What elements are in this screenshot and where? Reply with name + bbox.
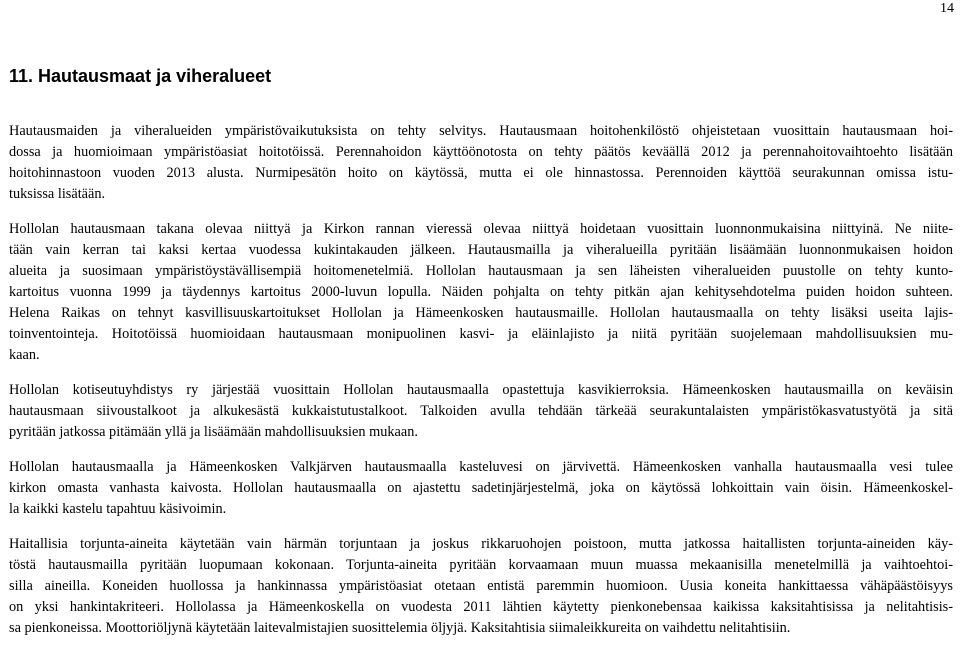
text-line: pyritään jatkossa pitämään yllä ja lisäämään mahdollisuuksien mukaan. — [9, 424, 418, 440]
text-line: hoitohinnastoon vuoden 2013 alusta. Nurmipesätön hoito on käytössä, mutta ei ole hinnastossa. Perennoiden käyttöä seurakunnan omissa istu- — [9, 165, 953, 181]
paragraph — [9, 219, 953, 366]
text-line: Helena Raikas on tehnyt kasvillisuuskartoitukset Hollolan ja Hämeenkosken hautausmaille. Hollolan hautausmaalla on tehty lisäksi useita lajis- — [9, 305, 953, 321]
text-line: Haitallisia torjunta-aineita käytetään vain härmän torjuntaan ja joskus rikkaruohojen poistoon, mutta jatkossa haitallisten torjunta-aineiden käy- — [9, 536, 953, 552]
text-line: toinventointeja. Hoitotöissä huomioidaan hautausmaan monipuolinen kasvi- ja eläinlajisto ja niitä pyritään suojelemaan mahdollisuuksien mu- — [9, 326, 953, 342]
text-line: tään vain kerran tai kaksi kertaa vuodessa kukintakauden jälkeen. Hautausmailla ja viheralueilla pyritään lisäämään luonnonmukaisen hoidon — [9, 242, 953, 258]
text-line: tuksissa lisätään. — [9, 186, 106, 202]
text-line: alueita ja suosimaan ympäristöystävällisempiä hoitomenetelmiä. Hollolan hautausmaan ja sen läheisten viheralueiden puustolle on tehty kunto- — [9, 263, 953, 279]
text-line: hautausmaan siivoustalkoot ja alkukesästä kukkaistutustalkoot. Talkoiden avulla tehdään tärkeää seurakuntalaisten ympäristökasvatustyötä ja sitä — [9, 403, 953, 419]
paragraph — [9, 534, 953, 639]
section-heading: 11. Hautausmaat ja viheralueet — [9, 66, 272, 86]
text-line: la kaikki kastelu tapahtuu käsivoimin. — [9, 501, 227, 517]
paragraph — [9, 121, 953, 205]
body-text — [9, 121, 953, 653]
text-line: dossa ja huomioimaan ympäristöasiat hoitotöissä. Perennahoidon käyttöönotosta on tehty päätös keväällä 2012 ja perennahoitovaihtoehto lisätään — [9, 144, 953, 160]
text-line: silla aineilla. Koneiden huollossa ja hankinnassa ympäristöasiat otetaan entistä paremmin huomioon. Uusia koneita hankittaessa vähäpäästöisyys — [9, 578, 953, 594]
text-line: Hollolan hautausmaalla ja Hämeenkosken Valkjärven hautausmaalla kasteluvesi on järvivettä. Hämeenkosken vanhalla hautausmaalla vesi tulee — [9, 459, 953, 475]
text-line: Hautausmaiden ja viheralueiden ympäristövaikutuksista on tehty selvitys. Hautausmaan hoitohenkilöstö ohjeistetaan vuosittain hautausmaan hoi- — [9, 123, 953, 139]
text-line: kirkon omasta vanhasta kaivosta. Hollolan hautausmaalla on ajastettu sadetinjärjestelmä, joka on käytössä lohkoittain vain öisin. Hämeenkoskel- — [9, 480, 953, 496]
page-number: 14 — [940, 1, 954, 16]
text-line: sa pienkoneissa. Moottoriöljynä käytetään laitevalmistajien suosittelemia öljyjä. Kaksitahtisia siimaleikkureita on vaihdettu nelitahtisiin. — [9, 620, 791, 636]
text-line: on yksi hankintakriteeri. Hollolassa ja Hämeenkoskella on vuodesta 2011 lähtien käytetty pienkonebensaa kaikissa kaksitahtisissa ja nelitahtisis- — [9, 599, 953, 615]
text-line: kartoitus vuonna 1999 ja täydennys kartoitus 2000-luvun lopulla. Näiden pohjalta on tehty pitkän ajan kehitysehdotelma puiden hoidon suhteen. — [9, 284, 953, 300]
paragraph — [9, 380, 953, 443]
text-line: Hollolan hautausmaan takana olevaa niittyä ja Kirkon rannan vieressä olevaa niittyä hoidetaan vuosittain luonnonmukaisina niittyinä. Ne niite- — [9, 221, 953, 237]
paragraph — [9, 457, 953, 520]
text-line: kaan. — [9, 347, 40, 363]
text-line: töstä hautausmailla pyritään luopumaan kokonaan. Torjunta-aineita pyritään korvaamaan muun muassa mekaanisilla menetelmillä ja vaihtoehtoi- — [9, 557, 953, 573]
text-line: Hollolan kotiseutuyhdistys ry järjestää vuosittain Hollolan hautausmaalla opastettuja kasvikierroksia. Hämeenkosken hautausmailla on keväisin — [9, 382, 953, 398]
